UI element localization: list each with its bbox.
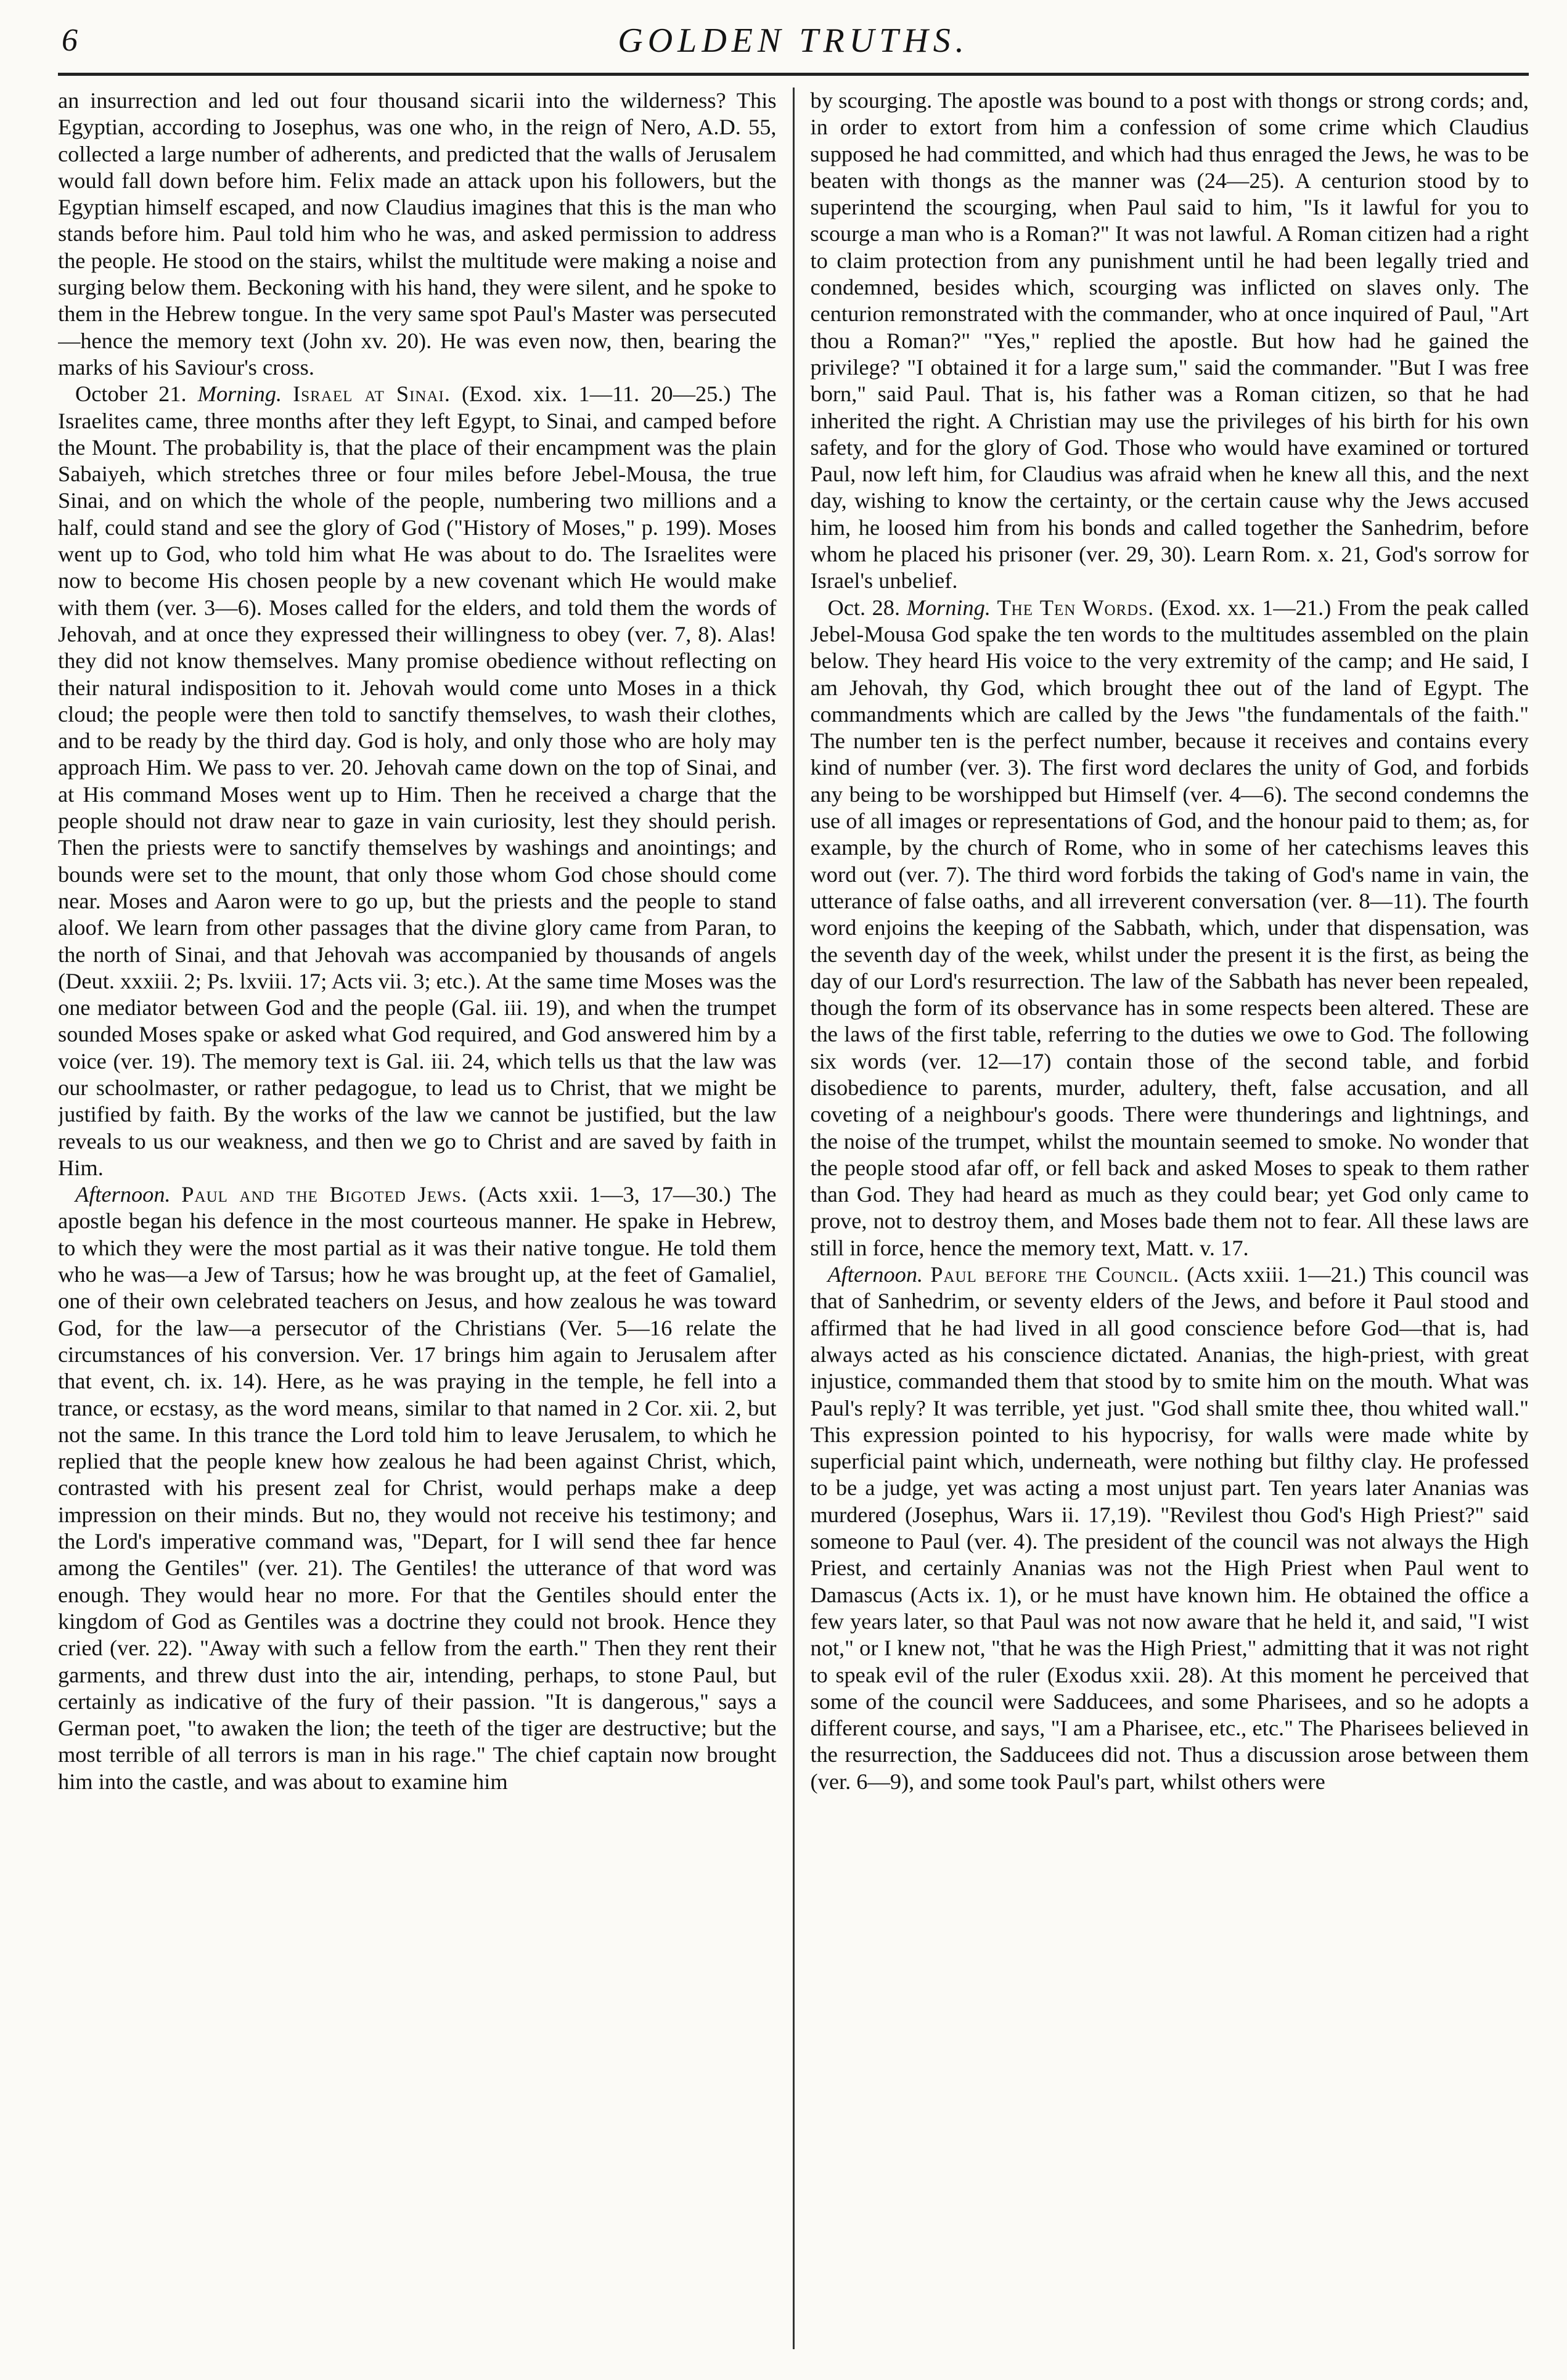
right-column [795, 88, 1529, 2349]
entry-date: Oct. 28. [827, 595, 901, 620]
entry-time: Afternoon. [827, 1262, 923, 1287]
header-rule [58, 73, 1529, 76]
left-column [58, 88, 793, 2349]
entry-title: Paul before the Council. [930, 1262, 1180, 1287]
text-columns [58, 88, 1529, 2349]
entry-title: Israel at Sinai. [293, 381, 451, 407]
page-number: 6 [62, 23, 78, 58]
entry-title: The Ten Words. [997, 595, 1155, 620]
entry-time: Morning. [197, 381, 282, 407]
paragraph: October 21. Morning. Israel at Sinai. (Exod. xix. 1—11. 20—25.) The Israelites came, three months after they left Egypt, to Sinai, and camped before the Mount. The probability is, that the place of their encampment was the plain Sabaiyeh, which stretches three or four miles before Jebel-Mousa, the true Sinai, and on which the whole of the people, numbering two millions and a half, could stand and see the glory of God ("History of Moses," p. 199). Moses went up to God, who told him what He was about to do. The Israelites were now to become His chosen people by a new covenant which He would make with them (ver. 3—6). Moses called for the elders, and told them the words of Jehovah, and at once they expressed their willingness to obey (ver. 7, 8). Alas! they did not know themselves. Many promise obedience without reflecting on their natural indisposition to it. Jehovah would come unto Moses in a thick cloud; the people were then told to sanctify themselves, to wash their clothes, and to be ready by the third day. God is holy, and only those who are holy may approach Him. We pass to ver. 20. Jehovah came down on the top of Sinai, and at His command Moses went up to Him. Then he received a charge that the people should not draw near to gaze in vain curiosity, lest they should perish. Then the priests were to sanctify themselves by washings and anointings; and bounds were set to the mount, that only those whom God chose should come near. Moses and Aaron were to go up, but the priests and the people to stand aloof. We learn from other passages that the divine glory came from Paran, to the north of Sinai, and that Jehovah was accompanied by thousands of angels (Deut. xxxiii. 2; Ps. lxviii. 17; Acts vii. 3; etc.). At the same time Moses was the one mediator between God and the people (Gal. iii. 19), and when the trumpet sounded Moses spake or asked what God required, and God answered him by a voice (ver. 19). The memory text is Gal. iii. 24, which tells us that the law was our schoolmaster, or rather pedagogue, to lead us to Christ, that we might be justified by faith. By the works of the law we cannot be justified, but the law reveals to us our weakness, and then we go to Christ and are saved by faith in Him. [58, 381, 777, 1180]
entry-time: Afternoon. [75, 1182, 171, 1207]
paragraph: by scourging. The apostle was bound to a post with thongs or strong cords; and, in order to extort from him a confession of some crime which Claudius supposed he had committed, and which had thus enraged the Jews, he was to be beaten with thongs as the manner was (24—25). A centurion stood by to superintend the scourging, when Paul said to him, "Is it lawful for you to scourge a man who is a Roman?" It was not lawful. A Roman citizen had a right to claim protection from any punishment until he had been legally tried and condemned, besides which, scourging was inflicted on slaves only. The centurion remonstrated with the commander, who at once inquired of Paul, "Art thou a Roman?" "Yes," replied the apostle. But how had he gained the privilege? "I obtained it for a large sum," said the commander. "But I was free born," said Paul. That is, his father was a Roman citizen, so that he had inherited the right. A Christian may use the privileges of his birth for his own safety, and for the glory of God. Those who would have examined or tortured Paul, now left him, for Claudius was afraid when he knew all this, and the next day, wishing to know the certainty, or the certain cause why the Jews accused him, he loosed him from his bonds and called together the Sanhedrim, before whom he placed his prisoner (ver. 29, 30). Learn Rom. x. 21, God's sorrow for Israel's unbelief. [810, 88, 1529, 593]
paragraph: Afternoon. Paul before the Council. (Acts xxiii. 1—21.) This council was that of Sanhedrim, or seventy elders of the Jews, and before it Paul stood and affirmed that he had lived in all good conscience before God—that is, had always acted as his conscience dictated. Ananias, the high-priest, with great injustice, commanded them that stood by to smite him on the mouth. What was Paul's reply? It was terrible, yet just. "God shall smite thee, thou whited wall." This expression pointed to his hypocrisy, for walls were made white by superficial paint which, underneath, were nothing but filthy clay. He professed to be a judge, yet was acting a most unjust part. Ten years later Ananias was murdered (Josephus, Wars ii. 17,19). "Revilest thou God's High Priest?" said someone to Paul (ver. 4). The president of the council was not always the High Priest, and certainly Ananias was not the High Priest when Paul went to Damascus (Acts ix. 1), or he must have known him. He obtained the office a few years later, so that Paul was not now aware that he held it, and said, "I wist not," or I knew not, "that he was the High Priest," admitting that it was not right to speak evil of the ruler (Exodus xxii. 28). At this moment he perceived that some of the council were Sadducees, and some Pharisees, and so he adopts a different course, and says, "I am a Pharisee, etc., etc." The Pharisees believed in the resurrection, the Sadducees did not. Thus a discussion arose between them (ver. 6—9), and some took Paul's part, whilst others were [810, 1262, 1529, 1794]
entry-date: October 21. [75, 381, 187, 407]
entry-title: Paul and the Bigoted Jews. [181, 1182, 468, 1207]
entry-time: Morning. [906, 595, 991, 620]
running-title: GOLDEN TRUTHS. [618, 22, 969, 60]
paragraph: Oct. 28. Morning. The Ten Words. (Exod. xx. 1—21.) From the peak called Jebel-Mousa God spake the ten words to the multitudes assembled on the plain below. They heard His voice to the very extremity of the camp; and He said, I am Jehovah, thy God, which brought thee out of the land of Egypt. The commandments which are called by the Jews "the fundamentals of the faith." The number ten is the perfect number, because it receives and contains every kind of number (ver. 3). The first word declares the unity of God, and forbids any being to be worshipped but Himself (ver. 4—6). The second condemns the use of all images or representations of God, and the honour paid to them; as, for example, by the church of Rome, who in some of her catechisms leaves this word out (ver. 7). The third word forbids the taking of God's name in vain, the utterance of false oaths, and all irreverent conversation (ver. 8—11). The fourth word enjoins the keeping of the Sabbath, which, under that dispensation, was the seventh day of the week, whilst under the present it is the first, as being the day of our Lord's resurrection. The law of the Sabbath has never been repealed, though the form of its observance has in some respects been altered. These are the laws of the first table, referring to the duties we owe to God. The following six words (ver. 12—17) contain those of the second table, and forbid disobedience to parents, murder, adultery, theft, false accusation, and all coveting of a neighbour's goods. There were thunderings and lightnings, and the noise of the trumpet, whilst the mountain seemed to smoke. No wonder that the people stood afar off, or fell back and asked Moses to speak to them rather than God. They had heard as much as they could bear; yet God only came to prove, not to destroy them, and Moses bade them not to fear. All these laws are still in force, hence the memory text, Matt. v. 17. [810, 595, 1529, 1260]
page-header [58, 0, 1529, 71]
paragraph: an insurrection and led out four thousand sicarii into the wilderness? This Egyptian, according to Josephus, was one who, in the reign of Nero, A.D. 55, collected a large number of adherents, and predicted that the walls of Jerusalem would fall down before him. Felix made an attack upon his followers, but the Egyptian himself escaped, and now Claudius imagines that this is the man who stands before him. Paul told him who he was, and asked permission to address the people. He stood on the stairs, whilst the multitude were making a noise and surging below them. Beckoning with his hand, they were silent, and he spoke to them in the Hebrew tongue. In the very same spot Paul's Master was persecuted—hence the memory text (John xv. 20). He was even now, then, bearing the marks of his Saviour's cross. [58, 88, 777, 380]
paragraph: Afternoon. Paul and the Bigoted Jews. (Acts xxii. 1—3, 17—30.) The apostle began his defence in the most courteous manner. He spake in Hebrew, to which they were the most partial as it was their native tongue. He told them who he was—a Jew of Tarsus; how he was brought up, at the feet of Gamaliel, one of their own celebrated teachers on Jesus, and how zealous he was toward God, for the law—a persecutor of the Christians (Ver. 5—16 relate the circumstances of his conversion. Ver. 17 brings him again to Jerusalem after that event, ch. ix. 14). Here, as he was praying in the temple, he fell into a trance, or ecstasy, as the word means, similar to that named in 2 Cor. xii. 2, but not the same. In this trance the Lord told him to leave Jerusalem, to which he replied that the people knew how zealous he had been against Christ, which, contrasted with his present zeal for Christ, would perhaps make a deep impression on their minds. But no, they would not receive his testimony; and the Lord's imperative command was, "Depart, for I will send thee far hence among the Gentiles" (ver. 21). The Gentiles! the utterance of that word was enough. They would hear no more. For that the Gentiles should enter the kingdom of God as Gentiles was a doctrine they could not brook. Hence they cried (ver. 22). "Away with such a fellow from the earth." Then they rent their garments, and threw dust into the air, intending, perhaps, to stone Paul, but certainly as indicative of the fury of their passion. "It is dangerous," says a German poet, "to awaken the lion; the teeth of the tiger are destructive; but the most terrible of all terrors is man in his rage." The chief captain now brought him into the castle, and was about to examine him [58, 1182, 777, 1794]
